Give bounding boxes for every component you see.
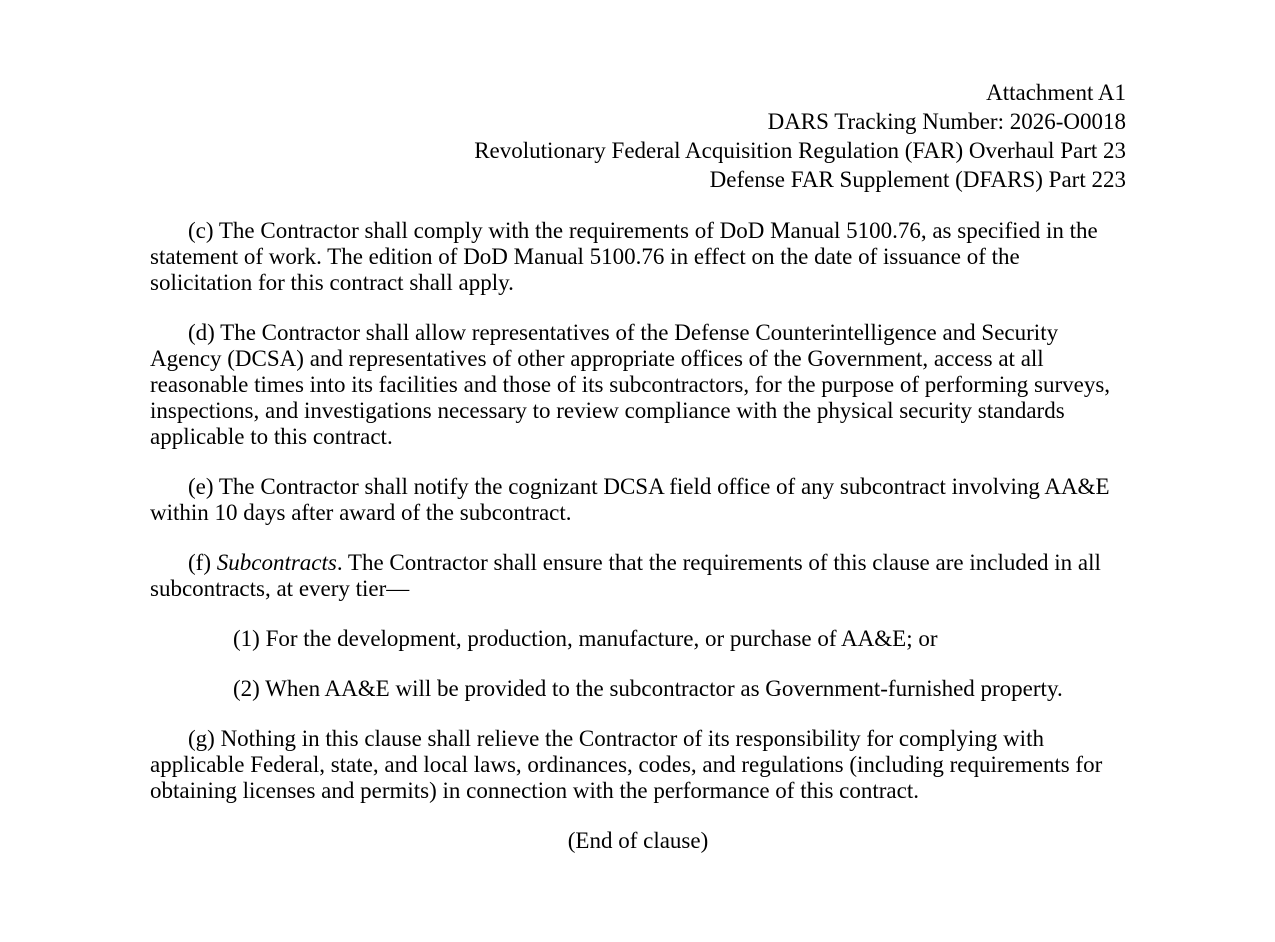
paragraph-f-text: . The Contractor shall ensure that the requirements of this clause are included in all subcontracts, at every tier— — [150, 550, 1101, 601]
dfars-part-title: Defense FAR Supplement (DFARS) Part 223 — [709, 167, 1126, 192]
paragraph-g: (g) Nothing in this clause shall relieve the Contractor of its responsibility for complying with applicable Federal, state, and local laws, ordinances, codes, and regulations (including requirements for obtaining licenses and permits) in connection with the performance of this contract. — [150, 726, 1103, 803]
paragraph-e: (e) The Contractor shall notify the cognizant DCSA field office of any subcontract involving AA&E within 10 days after award of the subcontract. — [150, 474, 1110, 525]
paragraph-d: (d) The Contractor shall allow representatives of the Defense Counterintelligence and Security Agency (DCSA) and representatives of other appropriate offices of the Government, access at all reasonable times into its facilities and those of its subcontractors, for the purpose of performing surveys, inspections, and investigations necessary to review compliance with the physical security standards applicable to this contract. — [150, 320, 1111, 449]
paragraph-f-prefix: (f) — [188, 550, 217, 575]
tracking-number: DARS Tracking Number: 2026-O0018 — [767, 109, 1126, 134]
paragraph-f-heading: Subcontracts — [216, 550, 337, 575]
attachment-label: Attachment A1 — [986, 80, 1126, 105]
paragraph-f1: (1) For the development, production, manufacture, or purchase of AA&E; or — [233, 626, 938, 651]
document-header — [150, 78, 1126, 194]
paragraph-f — [150, 550, 1126, 602]
paragraph-c: (c) The Contractor shall comply with the requirements of DoD Manual 5100.76, as specified in the statement of work. The edition of DoD Manual 5100.76 in effect on the date of issuance of the solicitation for this contract shall apply. — [150, 218, 1098, 295]
far-part-title: Revolutionary Federal Acquisition Regulation (FAR) Overhaul Part 23 — [474, 138, 1126, 163]
paragraph-f2: (2) When AA&E will be provided to the subcontractor as Government-furnished property. — [233, 676, 1063, 701]
document-page — [150, 78, 1126, 854]
end-of-clause: (End of clause) — [567, 828, 709, 853]
